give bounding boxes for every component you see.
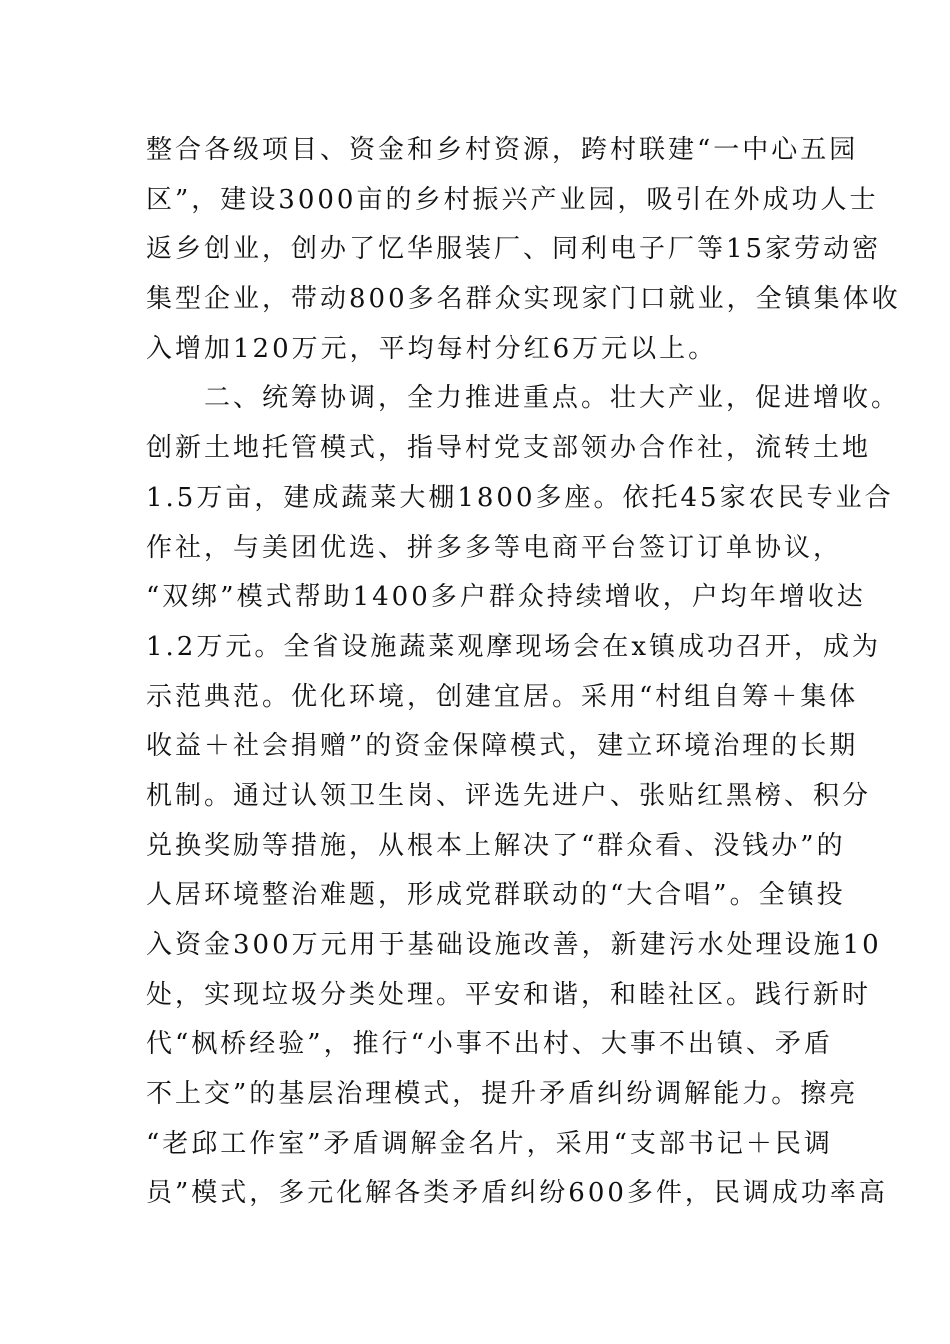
text-line: 返乡创业，创办了忆华服装厂、同利电子厂等15家劳动密 [146, 234, 882, 265]
text-line: 整合各级项目、资金和乡村资源，跨村联建“一中心五园 [146, 135, 859, 165]
text-line: 二、统筹协调，全力推进重点。壮大产业，促进增收。 [146, 383, 901, 414]
text-line: 人居环境整治难题，形成党群联动的“大合唱”。全镇投 [146, 880, 846, 911]
text-line: 示范典范。优化环境，创建宜居。采用“村组自筹＋集体 [146, 681, 859, 712]
text-line: 入增加120万元，平均每村分红6万元以上。 [146, 333, 718, 364]
text-line: 员”模式，多元化解各类矛盾纠纷600多件，民调成功率高 [146, 1178, 888, 1209]
text-line: 创新土地托管模式，指导村党支部领办合作社，流转土地 [146, 433, 872, 464]
text-line: “老邱工作室”矛盾调解金名片，采用“支部书记＋民调 [146, 1128, 833, 1159]
text-line: 机制。通过认领卫生岗、评选先进户、张贴红黑榜、积分 [146, 780, 872, 811]
body-text [146, 126, 901, 1219]
text-line: 1.2万元。全省设施蔬菜观摩现场会在x镇成功召开，成为 [146, 631, 882, 662]
text-line: “双绑”模式帮助1400多户群众持续增收，户均年增收达 [146, 582, 866, 613]
text-line: 入资金300万元用于基础设施改善，新建污水处理设施10 [146, 930, 882, 960]
text-line: 作社，与美团优选、拼多多等电商平台签订订单协议， [146, 532, 843, 563]
text-line: 处，实现垃圾分类处理。平安和谐，和睦社区。践行新时 [146, 979, 872, 1010]
text-line: 收益＋社会捐赠”的资金保障模式，建立环境治理的长期 [146, 731, 859, 762]
text-line: 区”，建设3000亩的乡村振兴产业园，吸引在外成功人士 [146, 184, 879, 215]
text-line: 兑换奖励等措施，从根本上解决了“群众看、没钱办”的 [146, 830, 846, 861]
text-line: 不上交”的基层治理模式，提升矛盾纠纷调解能力。擦亮 [146, 1079, 859, 1110]
text-line: 代“枫桥经验”，推行“小事不出村、大事不出镇、矛盾 [146, 1029, 833, 1060]
text-line: 1.5万亩，建成蔬菜大棚1800多座。依托45家农民专业合 [146, 482, 894, 513]
text-line: 集型企业，带动800多名群众实现家门口就业，全镇集体收 [146, 284, 901, 315]
